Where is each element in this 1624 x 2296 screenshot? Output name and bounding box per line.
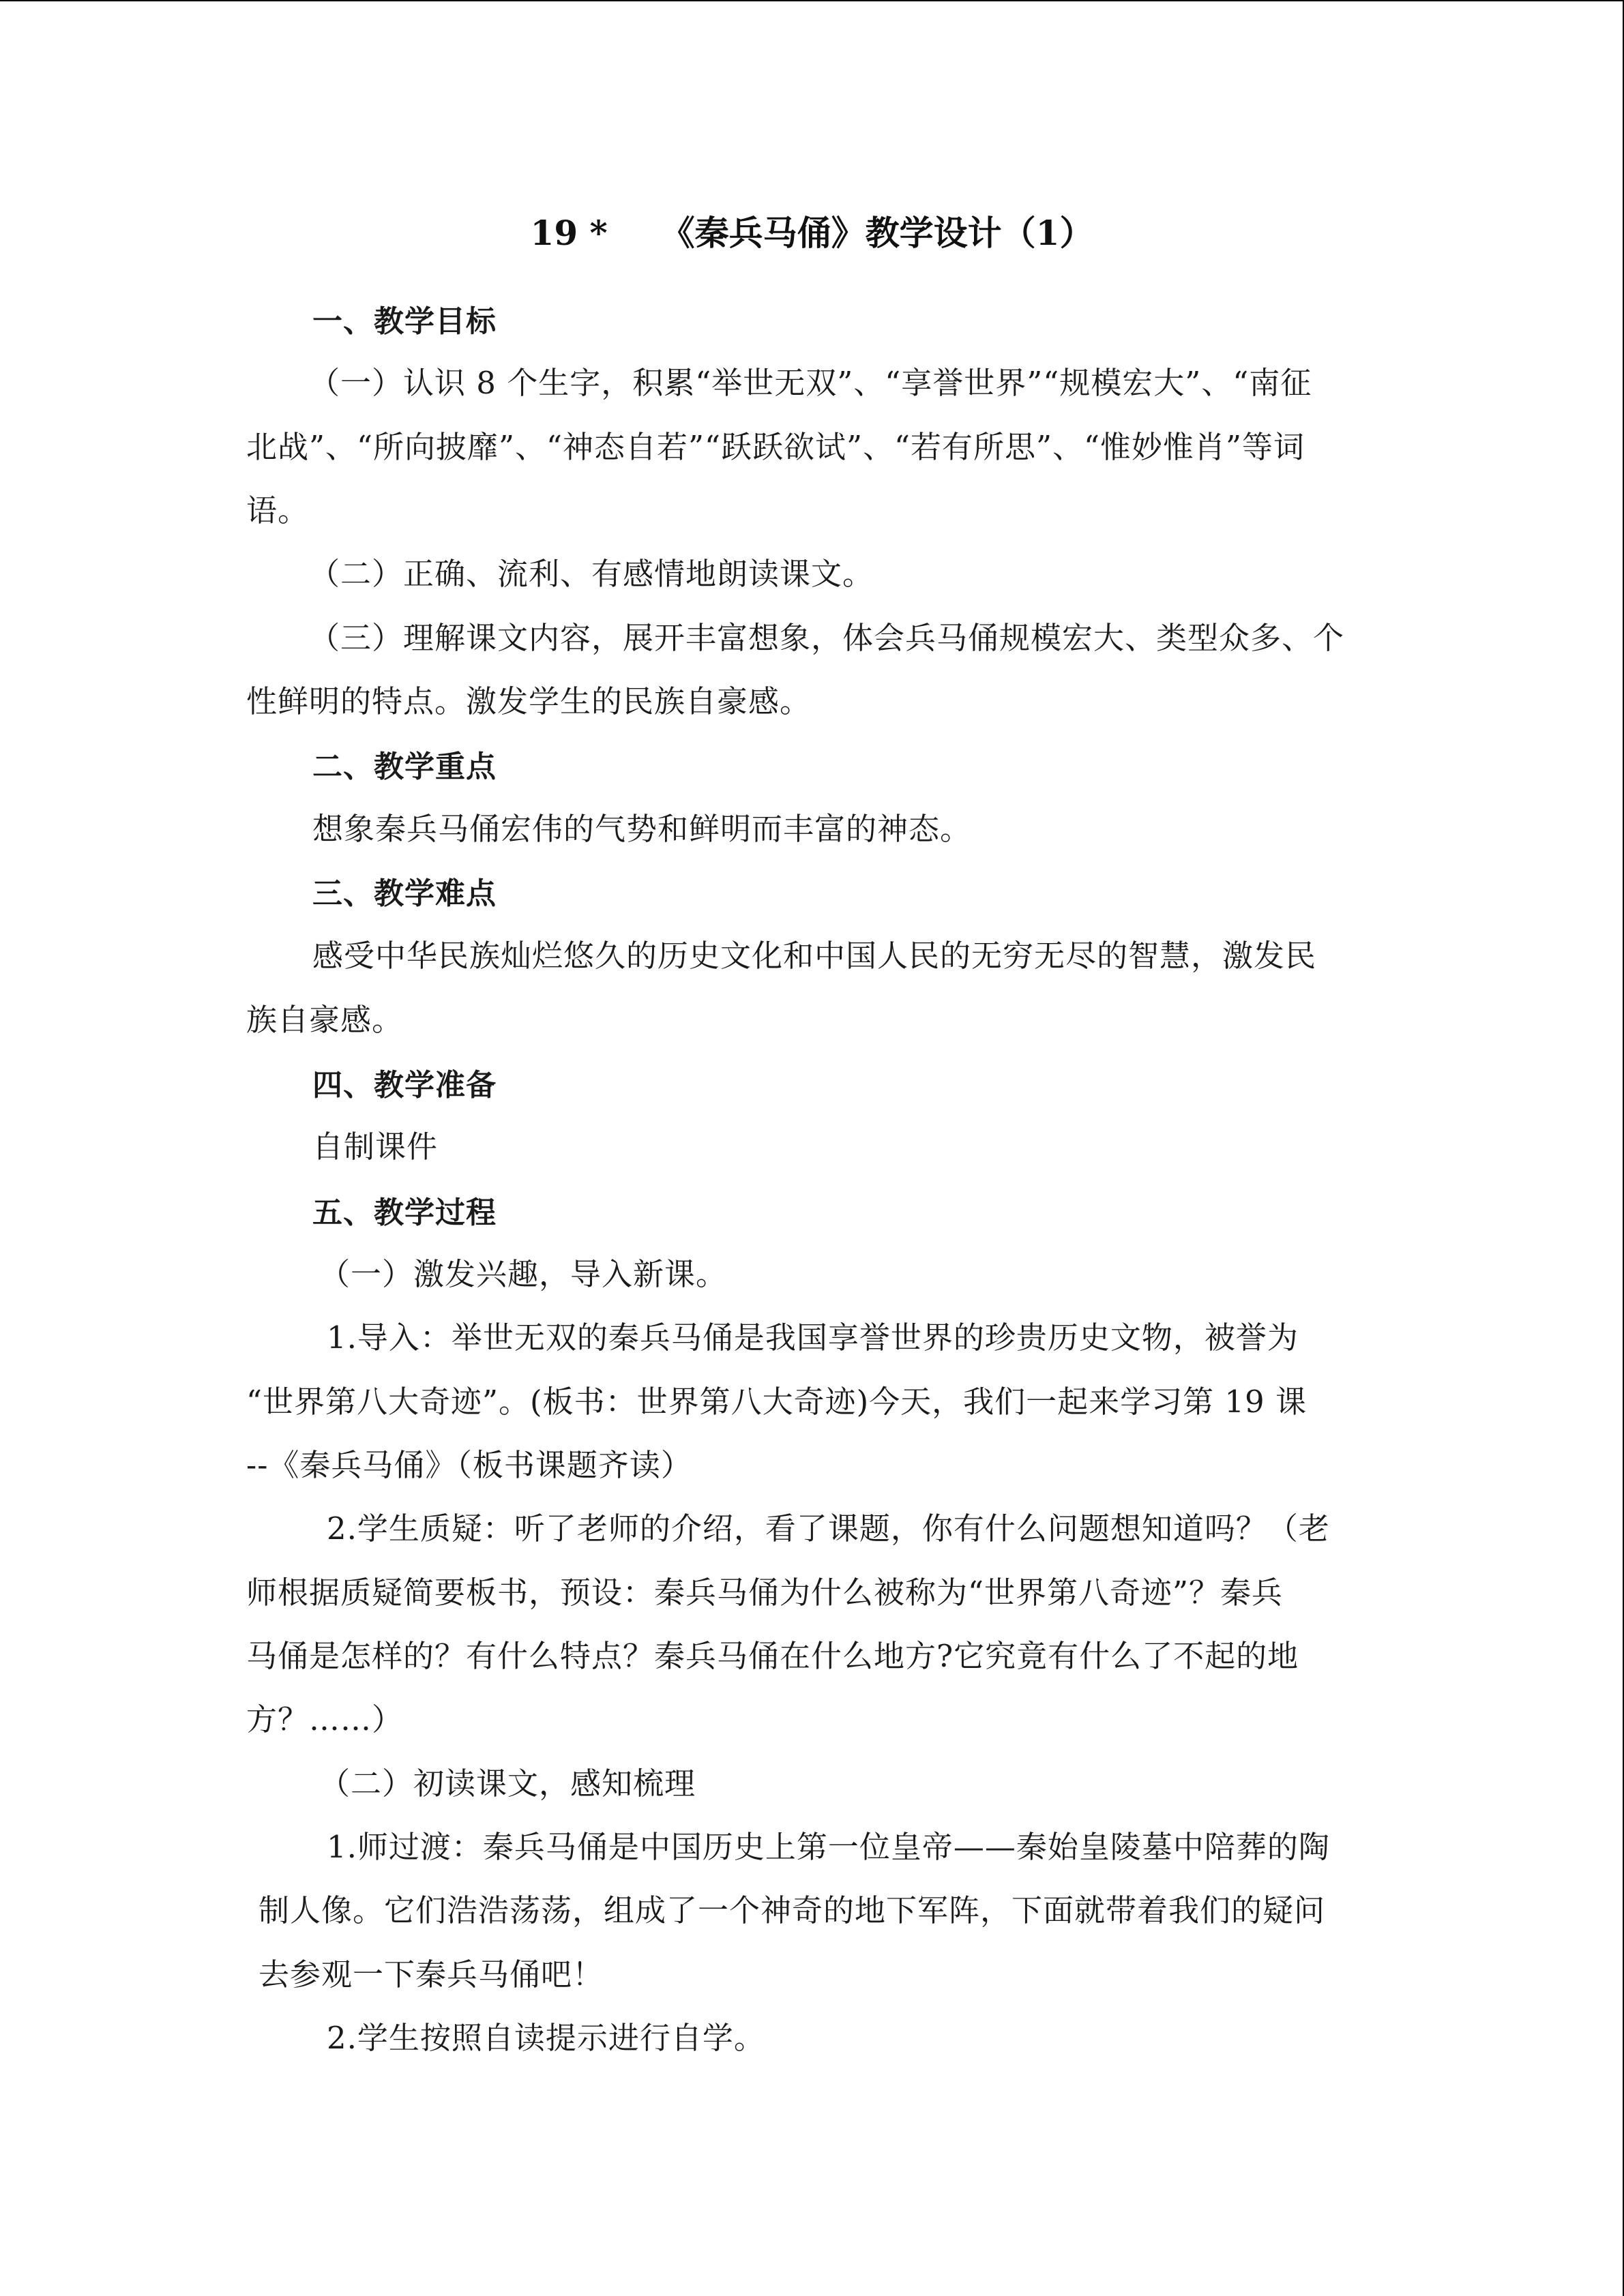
paragraph-line: 方？……）: [246, 1701, 404, 1738]
paragraph-line: 马俑是怎样的？有什么特点？秦兵马俑在什么地方?它究竟有什么了不起的地: [246, 1638, 1299, 1674]
paragraph-line: 北战”、“所向披靡”、“神态自若”“跃跃欲试”、“若有所思”、“惟妙惟肖”等词: [246, 429, 1305, 465]
paragraph-line: 语。: [246, 492, 310, 528]
paragraph-line: （二）初读课文，感知梳理: [319, 1765, 696, 1802]
paragraph-line: （一）认识 8 个生字，积累“举世无双”、“享誉世界”“规模宏大”、“南征: [309, 365, 1312, 401]
section-heading-process: 五、教学过程: [312, 1195, 497, 1230]
paragraph-line: 1.师过渡：秦兵马俑是中国历史上第一位皇帝——秦始皇陵墓中陪葬的陶: [327, 1829, 1330, 1865]
paragraph-line: 自制课件: [312, 1129, 439, 1165]
paragraph-line: 族自豪感。: [246, 1002, 404, 1038]
paragraph-line: 感受中华民族灿烂悠久的历史文化和中国人民的无穷无尽的智慧，激发民: [312, 938, 1317, 974]
section-heading-goals: 一、教学目标: [312, 304, 497, 339]
paragraph-line: 制人像。它们浩浩荡荡，组成了一个神奇的地下军阵，下面就带着我们的疑问: [259, 1892, 1326, 1928]
paragraph-line: 1.导入：举世无双的秦兵马俑是我国享誉世界的珍贵历史文物，被誉为: [327, 1320, 1299, 1356]
paragraph-line: 2.学生按照自读提示进行自学。: [327, 2020, 765, 2056]
paragraph-line: “世界第八大奇迹”。(板书：世界第八大奇迹)今天，我们一起来学习第 19 课: [246, 1384, 1307, 1420]
title-text: 《秦兵马俑》教学设计（1）: [660, 213, 1094, 253]
paragraph-line: 2.学生质疑：听了老师的介绍，看了课题，你有什么问题想知道吗？（老: [327, 1510, 1330, 1547]
paragraph-line: （一）激发兴趣，导入新课。: [319, 1256, 728, 1292]
page-title: [0, 206, 1624, 255]
paragraph-line: 去参观一下秦兵马俑吧！: [259, 1956, 604, 1993]
paragraph-line: （三）理解课文内容，展开丰富想象，体会兵马俑规模宏大、类型众多、个: [309, 620, 1345, 656]
paragraph-line: 想象秦兵马俑宏伟的气势和鲜明而丰富的神态。: [312, 811, 972, 847]
section-heading-preparation: 四、教学准备: [312, 1068, 497, 1103]
title-number: 19 *: [530, 213, 608, 253]
section-heading-difficulty: 三、教学难点: [312, 876, 497, 911]
paragraph-line: --《秦兵马俑》（板书课题齐读）: [246, 1447, 692, 1483]
paragraph-line: 性鲜明的特点。激发学生的民族自豪感。: [246, 683, 812, 719]
paragraph-line: （二）正确、流利、有感情地朗读课文。: [309, 556, 874, 592]
paragraph-line: 师根据质疑简要板书，预设：秦兵马俑为什么被称为“世界第八奇迹”？秦兵: [246, 1575, 1284, 1611]
section-heading-key-points: 二、教学重点: [312, 749, 497, 784]
